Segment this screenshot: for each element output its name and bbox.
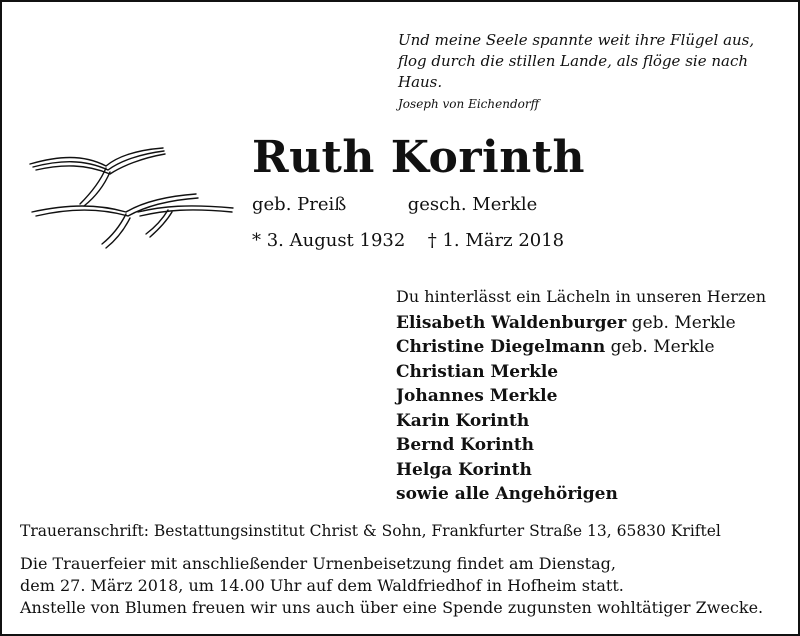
- deceased-name: Ruth Korinth: [252, 132, 586, 183]
- flying-birds-icon: [28, 142, 238, 252]
- funeral-line-3: Anstelle von Blumen freuen wir uns auch über eine Spende zugunsten wohltätiger Zwecke.: [20, 598, 764, 617]
- mourner-name: Christine Diegelmann: [396, 337, 606, 357]
- mourners-intro: Du hinterlässt ein Lächeln in unseren Herzen: [396, 287, 767, 306]
- mourner-row: [396, 409, 766, 434]
- mourner-row: [396, 384, 766, 409]
- funeral-info: [20, 553, 763, 619]
- divorced-name: gesch. Merkle: [407, 194, 538, 215]
- mourner-row: [396, 458, 766, 483]
- quote-line-1: Und meine Seele spannte weit ihre Flügel aus,: [398, 31, 755, 49]
- quote-author: Joseph von Eichendorff: [398, 97, 540, 111]
- mourner-note: geb. Merkle: [605, 337, 715, 357]
- funeral-line-2: dem 27. März 2018, um 14.00 Uhr auf dem Waldfriedhof in Hofheim statt.: [20, 576, 624, 595]
- mourner-row: [396, 335, 766, 360]
- birth-date: * 3. August 1932: [252, 230, 406, 251]
- life-dates: [252, 192, 564, 254]
- mourner-row: [396, 360, 766, 385]
- mourner-name: Christian Merkle: [396, 361, 559, 382]
- mourner-row: [396, 482, 766, 507]
- mourner-name: Karin Korinth: [396, 410, 530, 431]
- mourner-name: Elisabeth Waldenburger: [396, 312, 627, 333]
- mourner-name: sowie alle Angehörigen: [396, 484, 618, 504]
- mourner-row: [396, 311, 766, 336]
- birth-name: geb. Preiß: [252, 194, 347, 215]
- mourning-address: Traueranschrift: Bestattungsinstitut Christ & Sohn, Frankfurter Straße 13, 65830 Kriftel: [20, 522, 721, 540]
- mourner-name: Helga Korinth: [396, 459, 532, 480]
- mourner-name: Bernd Korinth: [396, 435, 535, 455]
- mourner-note: geb. Merkle: [626, 312, 736, 333]
- quote-block: [398, 30, 788, 113]
- quote-line-2: flog durch die stillen Lande, als flöge sie nach Haus.: [398, 52, 749, 91]
- death-date: † 1. März 2018: [427, 230, 565, 251]
- mourner-name: Johannes Merkle: [396, 386, 558, 406]
- funeral-line-1: Die Trauerfeier mit anschließender Urnenbeisetzung findet am Dienstag,: [20, 554, 616, 573]
- mourners-list: [396, 285, 766, 507]
- mourner-row: [396, 433, 766, 458]
